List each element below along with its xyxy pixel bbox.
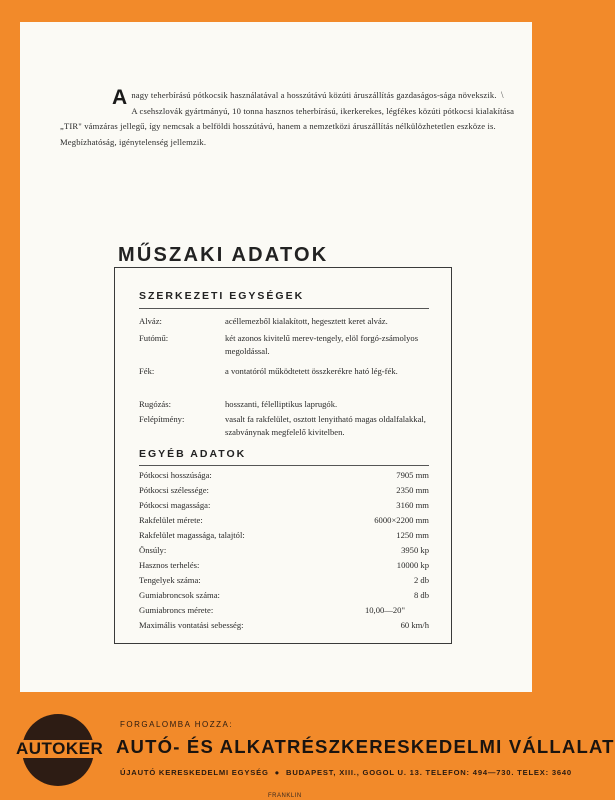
intro-text [60, 88, 515, 150]
data-label: Maximális vontatási sebesség: [139, 620, 244, 630]
data-value: 8 db [413, 590, 429, 600]
spec-value: a vontatóról működtetett összkerékre ható lég-fék. [225, 366, 398, 376]
data-row [139, 590, 429, 604]
data-row [139, 605, 429, 619]
data-value: 2350 mm [396, 485, 429, 495]
data-value: 6000×2200 mm [374, 515, 429, 525]
data-value: 10000 kp [396, 560, 429, 570]
company-name: AUTÓ- ÉS ALKATRÉSZKERESKEDELMI VÁLLALAT [116, 736, 615, 757]
data-row [139, 560, 429, 574]
address: BUDAPEST, XIII., GOGOL U. 13. TELEFON: 494—730. TELEX: 3640 [286, 768, 572, 777]
specs-box [114, 267, 452, 644]
data-row [139, 545, 429, 559]
section-divider [139, 465, 429, 466]
printer-credit: FRANKLIN [268, 793, 302, 799]
data-label: Tengelyek száma: [139, 575, 201, 585]
intro-paragraph-2: A csehszlovák gyártmányú, 10 tonna hasznos teherbírású, ikerkerekes, légfékes közúti pótkocsi kialakítása „TIR" vámzáras jellegű, így nemcsak a belföldi hosszútávú, hanem a nemzetközi áruszállítás nélkülözhetetlen eszköze is. [60, 105, 515, 131]
company-address-line [120, 768, 572, 777]
data-value: 1250 mm [396, 530, 429, 540]
data-label: Pótkocsi hosszúsága: [139, 470, 212, 480]
section-title-other: EGYÉB ADATOK [139, 448, 247, 460]
spec-label: Felépítmény: [139, 414, 185, 424]
data-value: 3160 mm [396, 500, 429, 510]
spec-value: vasalt fa rakfelület, osztott lenyitható magas oldalfalakkal, szabványnak megfelelő kivitelben. [225, 414, 426, 437]
data-label: Önsúly: [139, 545, 167, 555]
footer-banner [0, 705, 615, 800]
drop-cap: A [112, 86, 128, 109]
business-unit: ÚJAUTÓ KERESKEDELMI EGYSÉG [120, 768, 269, 777]
intro-paragraph-1 [60, 86, 515, 109]
data-row [139, 575, 429, 589]
specs-heading: MŰSZAKI ADATOK [118, 244, 329, 266]
spec-label: Fék: [139, 366, 155, 376]
data-value: 10,00—20" [364, 605, 405, 615]
data-label: Rakfelület magassága, talajtól: [139, 530, 245, 540]
data-value: 2 db [413, 575, 429, 585]
spec-label: Futómű: [139, 333, 169, 343]
data-label: Hasznos terhelés: [139, 560, 200, 570]
data-label: Gumiabroncsok száma: [139, 590, 220, 600]
data-label: Pótkocsi magassága: [139, 500, 211, 510]
intro-p1-text: nagy teherbírású pótkocsik használatával a hosszútávú közúti áruszállítás gazdaságos-sága növekszik. [131, 90, 497, 100]
data-label: Gumiabroncs mérete: [139, 605, 214, 615]
data-row [139, 485, 429, 499]
bullet-icon: ● [274, 768, 281, 777]
data-value: 7905 mm [396, 470, 429, 480]
data-value: 60 km/h [400, 620, 429, 630]
data-row [139, 500, 429, 514]
distributor-tagline: FORGALOMBA HOZZA: [120, 720, 234, 729]
data-label: Pótkocsi szélessége: [139, 485, 209, 495]
spec-value: acéllemezből kialakított, hegesztett keret alváz. [225, 316, 388, 326]
spec-label: Alváz: [139, 316, 162, 326]
section-title-structure: SZERKEZETI EGYSÉGEK [139, 290, 305, 302]
data-value: 3950 kp [401, 545, 429, 555]
spec-value: hosszanti, félelliptikus laprugók. [225, 399, 338, 409]
document-page [20, 22, 532, 692]
pen-mark: \ [501, 90, 504, 100]
data-row [139, 470, 429, 484]
section-divider [139, 308, 429, 309]
spec-value: két azonos kivitelű merev-tengely, elöl forgó-zsámolyos megoldással. [225, 333, 419, 356]
intro-paragraph-3: Megbízhatóság, igénytelenség jellemzik. [60, 136, 207, 147]
spec-label: Rugózás: [139, 399, 171, 409]
data-row [139, 620, 429, 634]
data-row [139, 515, 429, 529]
autoker-logo-text: AUTOKER [16, 739, 104, 758]
data-row [139, 530, 429, 544]
data-label: Rakfelület mérete: [139, 515, 203, 525]
